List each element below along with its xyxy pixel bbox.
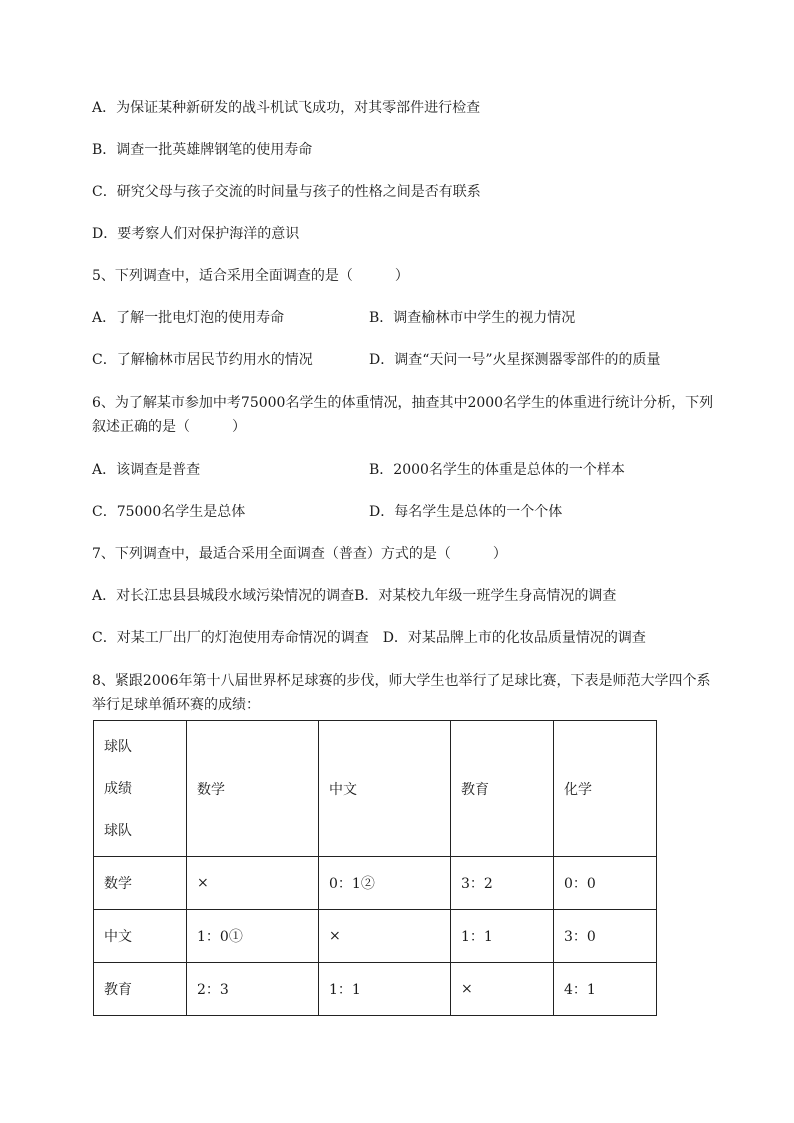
score-table (93, 720, 657, 1016)
table-cell: × (319, 910, 451, 963)
table-cell: 1：1 (319, 963, 451, 1016)
corner-label-middle: 成绩 (104, 780, 132, 797)
table-cell: 0：1② (319, 857, 451, 910)
table-cell: 1：0① (187, 910, 319, 963)
column-header: 教育 (451, 721, 554, 857)
q5-option-b: B．调查榆林市中学生的视力情况 (369, 310, 576, 326)
q6-option-a: A．该调查是普查 (92, 462, 201, 478)
row-header: 中文 (94, 910, 187, 963)
q6-option-c: C．75000名学生是总体 (92, 504, 246, 520)
q8-stem-line2: 举行足球单循环赛的成绩： (92, 697, 260, 713)
q6-option-b: B．2000名学生的体重是总体的一个样本 (369, 462, 625, 478)
column-header: 中文 (319, 721, 451, 857)
q4-option-c: C．研究父母与孩子交流的时间量与孩子的性格之间是否有联系 (92, 184, 481, 200)
q6-option-d: D．每名学生是总体的一个个体 (369, 504, 563, 520)
q7-stem: 7、下列调查中，最适合采用全面调查（普查）方式的是（ ） (92, 546, 507, 562)
table-cell: 3：0 (554, 910, 657, 963)
table-cell: 2：3 (187, 963, 319, 1016)
table-cell: 4：1 (554, 963, 657, 1016)
q6-stem-line2: 叙述正确的是（ ） (92, 419, 246, 435)
corner-header-cell (94, 721, 187, 857)
table-header-row (94, 721, 657, 857)
q5-option-d: D．调查“天问一号”火星探测器零部件的的质量 (369, 352, 661, 368)
q5-option-a: A．了解一批电灯泡的使用寿命 (92, 310, 285, 326)
table-cell: × (451, 963, 554, 1016)
corner-label-bottom: 球队 (104, 822, 132, 839)
q7-options-ab: A．对长江忠县县城段水域污染情况的调查B．对某校九年级一班学生身高情况的调查 (92, 588, 617, 604)
q6-stem-line1: 6、为了解某市参加中考75000名学生的体重情况，抽查其中2000名学生的体重进行统计分析，下列 (92, 395, 714, 411)
table-cell: 3：2 (451, 857, 554, 910)
table-cell: 1：1 (451, 910, 554, 963)
row-header: 数学 (94, 857, 187, 910)
q4-option-b: B．调查一批英雄牌钢笔的使用寿命 (92, 142, 313, 158)
q5-stem: 5、下列调查中，适合采用全面调查的是（ ） (92, 268, 409, 284)
column-header: 数学 (187, 721, 319, 857)
table-row (94, 963, 657, 1016)
q8-stem-line1: 8、紧跟2006年第十八届世界杯足球赛的步伐，师大学生也举行了足球比赛，下表是师范大学四个系 (92, 673, 711, 689)
column-header: 化学 (554, 721, 657, 857)
corner-label-top: 球队 (104, 738, 132, 755)
q4-option-a: A．为保证某种新研发的战斗机试飞成功，对其零部件进行检查 (92, 100, 481, 116)
row-header: 教育 (94, 963, 187, 1016)
q4-option-d: D．要考察人们对保护海洋的意识 (92, 226, 300, 242)
q5-option-c: C．了解榆林市居民节约用水的情况 (92, 352, 313, 368)
table-cell: × (187, 857, 319, 910)
table-row (94, 857, 657, 910)
q7-options-cd: C．对某工厂出厂的灯泡使用寿命情况的调查 D．对某品牌上市的化妆品质量情况的调查 (92, 630, 646, 646)
table-cell: 0：0 (554, 857, 657, 910)
table-row (94, 910, 657, 963)
